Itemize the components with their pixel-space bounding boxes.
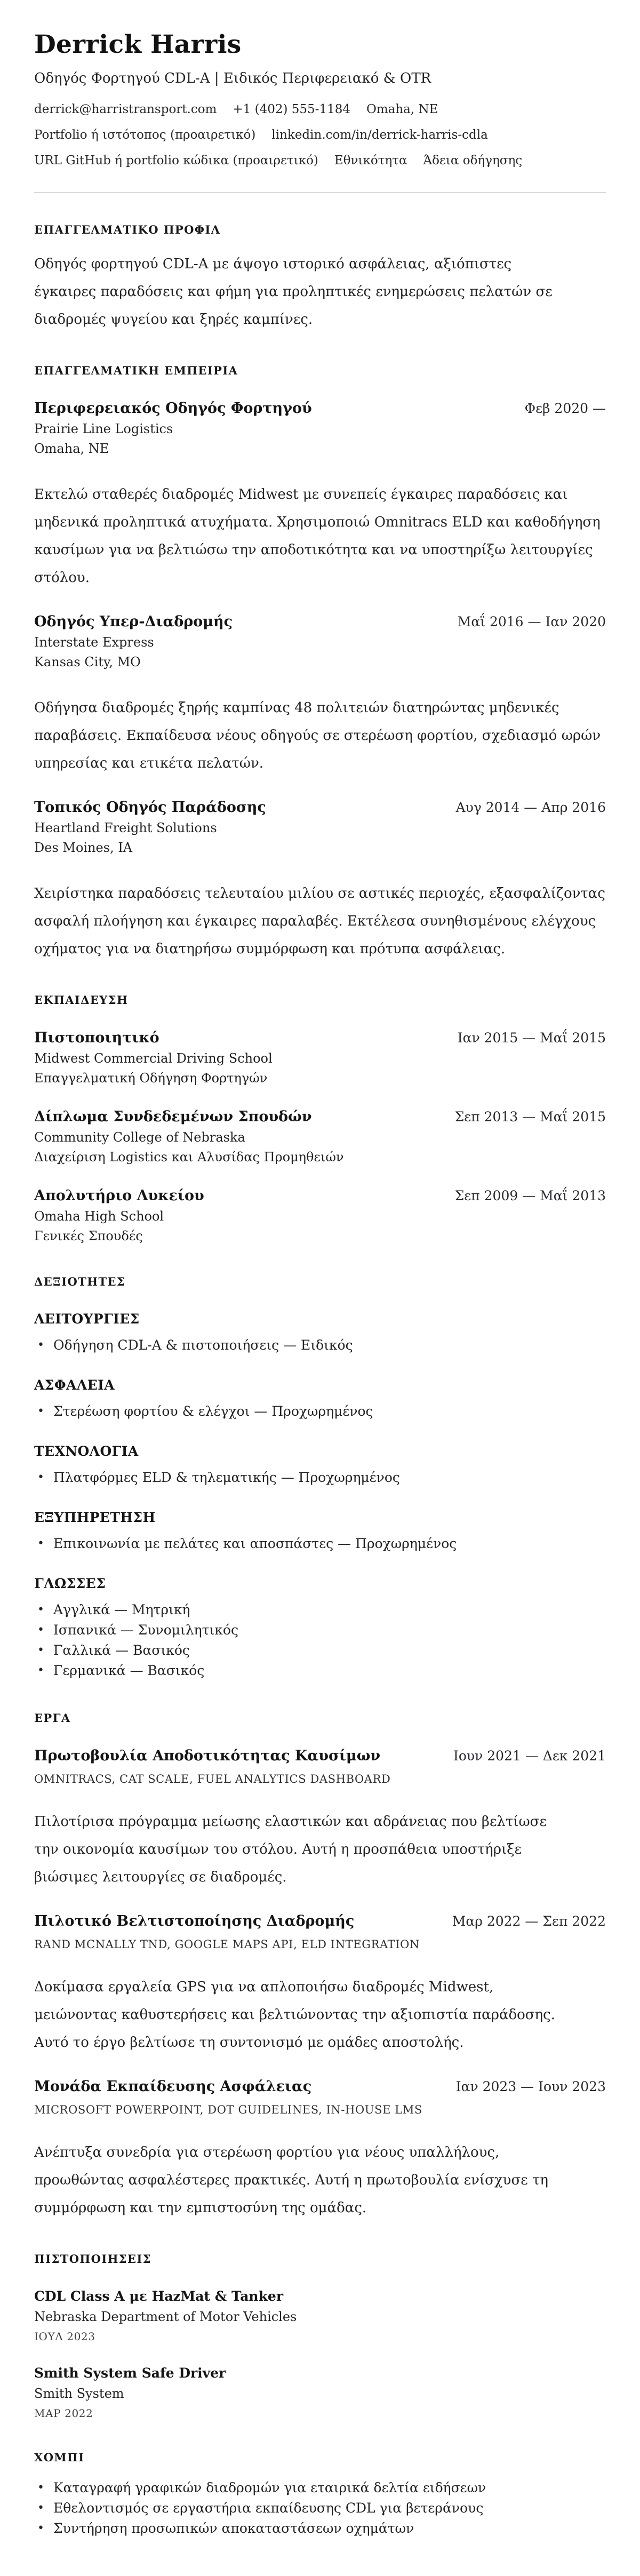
certification-entry — [34, 2288, 606, 2343]
education-entry — [34, 1029, 606, 1087]
skill-list — [34, 1335, 606, 1355]
project-description: Δοκίμασα εργαλεία GPS για να απλοποιήσω διαδρομές Midwest, μειώνοντας καθυστερήσεις και βελτιώνοντας την αξιοπιστία παράδοσης. Αυτό το έργο βελτίωσε τη συντονισμό με ομάδες αποστολής. — [34, 1979, 555, 2051]
job-company: Heartland Freight Solutions — [34, 820, 217, 836]
section-education — [34, 993, 606, 1245]
education-school: Community College of Nebraska — [34, 1130, 245, 1145]
language-item: • Γερμανικά — Βασικός — [34, 1661, 606, 1681]
hobby-list — [34, 2478, 606, 2539]
job-entry — [34, 400, 606, 592]
certifications-heading: ΠΙΣΤΟΠΟΙΗΣΕΙΣ — [34, 2252, 151, 2266]
job-location: Des Moines, IA — [34, 840, 133, 856]
skills-heading: ΔΕΞΙΟΤΗΤΕΣ — [34, 1275, 126, 1289]
job-company: Prairie Line Logistics — [34, 421, 173, 437]
resume-header — [34, 31, 606, 193]
job-header — [34, 400, 606, 418]
job-description: Οδήγησα διαδρομές ξηρής καμπίνας 48 πολιτειών διατηρώντας μηδενικές παραβάσεις. Εκπαίδευσα νέους οδηγούς σε στερέωση φορτίου, σχεδιασμό ωρών υπηρεσίας και ετικέτα πελατών. — [34, 700, 601, 772]
skill-item: • Στερέωση φορτίου & ελέγχοι — Προχωρημένος — [34, 1401, 606, 1422]
certification-title: CDL Class A με HazMat & Tanker — [34, 2288, 284, 2304]
header-divider — [34, 192, 606, 193]
certification-entry — [34, 2365, 606, 2420]
job-dates: Αυγ 2014 — Απρ 2016 — [455, 800, 606, 816]
education-heading: ΕΚΠΑΙΔΕΥΣΗ — [34, 993, 129, 1007]
skill-category — [34, 1377, 606, 1422]
section-skills — [34, 1274, 606, 1681]
project-entry — [34, 1747, 606, 1891]
education-dates: Σεπ 2013 — Μαΐ 2015 — [454, 1109, 606, 1125]
license-label: Άδεια οδήγησης — [423, 154, 523, 168]
job-dates: Φεβ 2020 — — [524, 401, 606, 417]
education-entry — [34, 1187, 606, 1245]
skill-category — [34, 1509, 606, 1554]
education-field: Γενικές Σπουδές — [34, 1229, 143, 1244]
education-header — [34, 1108, 606, 1126]
job-dates: Μαΐ 2016 — Ιαν 2020 — [457, 614, 606, 630]
hobbies-heading: ΧΟΜΠΙ — [34, 2451, 85, 2465]
phone-value: +1 (402) 555-1184 — [233, 102, 350, 117]
skill-list — [34, 1401, 606, 1422]
email-value: derrick@harristransport.com — [34, 102, 217, 117]
job-header — [34, 613, 606, 631]
project-header — [34, 1912, 606, 1931]
education-header — [34, 1187, 606, 1205]
certification-date: ΙΟΥΛ 2023 — [34, 2330, 95, 2343]
certification-date: ΜΑΡ 2022 — [34, 2407, 93, 2420]
contact-row-primary — [34, 101, 606, 117]
location-value: Omaha, NE — [366, 102, 438, 117]
skill-list — [34, 1534, 606, 1554]
education-field: Επαγγελματική Οδήγηση Φορτηγών — [34, 1071, 268, 1086]
hobby-item: • Εθελοντισμός σε εργαστήρια εκπαίδευσης CDL για βετεράνους — [34, 2498, 606, 2518]
hobby-item: • Καταγραφή γραφικών διαδρομών για εταιρικά δελτία ειδήσεων — [34, 2478, 606, 2498]
education-header — [34, 1029, 606, 1047]
project-dates: Μαρ 2022 — Σεπ 2022 — [452, 1913, 606, 1929]
project-entry — [34, 1912, 606, 2056]
language-item: • Ισπανικά — Συνομιλητικός — [34, 1620, 606, 1640]
job-title: Οδηγός Υπερ-Διαδρομής — [34, 613, 233, 631]
education-title: Απολυτήριο Λυκείου — [34, 1187, 204, 1205]
education-field: Διαχείριση Logistics και Αλυσίδας Προμηθειών — [34, 1150, 344, 1165]
skill-category-name: ΑΣΦΑΛΕΙΑ — [34, 1377, 115, 1393]
project-header — [34, 1747, 606, 1765]
project-title: Πρωτοβουλία Αποδοτικότητας Καυσίμων — [34, 1748, 381, 1765]
project-dates: Ιαν 2023 — Ιουν 2023 — [455, 2079, 606, 2095]
nationality-label: Εθνικότητα — [334, 154, 407, 168]
project-entry — [34, 2078, 606, 2222]
section-projects — [34, 1711, 606, 2222]
job-entry — [34, 799, 606, 963]
skill-category-name: ΓΛΩΣΣΕΣ — [34, 1576, 106, 1592]
skill-list — [34, 1468, 606, 1488]
job-title: Περιφερειακός Οδηγός Φορτηγού — [34, 400, 312, 417]
section-profile — [34, 222, 606, 333]
certification-title: Smith System Safe Driver — [34, 2365, 226, 2381]
linkedin-value: linkedin.com/in/derrick-harris-cdla — [271, 128, 488, 142]
project-title: Μονάδα Εκπαίδευσης Ασφάλειας — [34, 2078, 312, 2095]
project-description: Πιλοτίρισα πρόγραμμα μείωσης ελαστικών και αδράνειας που βελτίωσε την οικονομία καυσίμων του στόλου. Αυτή η προσπάθεια υποστήριξε βιώσιμες λειτουργίες σε διαδρομές. — [34, 1814, 547, 1886]
job-location: Kansas City, MO — [34, 655, 141, 670]
skill-category — [34, 1311, 606, 1355]
education-dates: Σεπ 2009 — Μαΐ 2013 — [454, 1188, 606, 1204]
contact-row-portfolio — [34, 127, 606, 143]
education-school: Midwest Commercial Driving School — [34, 1051, 273, 1066]
project-title: Πιλοτικό Βελτιστοποίησης Διαδρομής — [34, 1913, 355, 1930]
project-header — [34, 2078, 606, 2096]
project-description: Ανέπτυξα συνεδρία για στερέωση φορτίου για νέους υπαλλήλους, προωθώντας ασφαλέστερες πρακτικές. Αυτή η πρωτοβουλία ενίσχυσε τη συμμόρφωση και την εμπιστοσύνη της ομάδας. — [34, 2144, 548, 2216]
portfolio-label: Portfolio ή ιστότοπος (προαιρετικό) — [34, 128, 256, 142]
project-tech: OMNITRACS, CAT SCALE, FUEL ANALYTICS DASHBOARD — [34, 1773, 391, 1786]
job-header — [34, 799, 606, 817]
project-tech: MICROSOFT POWERPOINT, DOT GUIDELINES, IN-HOUSE LMS — [34, 2103, 422, 2117]
experience-heading: ΕΠΑΓΓΕΛΜΑΤΙΚΗ ΕΜΠΕΙΡΙΑ — [34, 364, 238, 378]
person-name: Derrick Harris — [34, 30, 242, 59]
contact-row-extra — [34, 153, 606, 169]
education-entry — [34, 1108, 606, 1166]
hobby-item: • Συντήρηση προσωπικών αποκαταστάσεων οχημάτων — [34, 2518, 606, 2539]
job-title: Τοπικός Οδηγός Παράδοσης — [34, 799, 266, 816]
job-description: Εκτελώ σταθερές διαδρομές Midwest με συνεπείς έγκαιρες παραδόσεις και μηδενικά προληπτικά ατυχήματα. Χρησιμοποιώ Omnitracs ELD και καθοδήγηση καυσίμων για να βελτιώσω την αποδοτικότητα και να υποστηρίξω λειτουργίες στόλου. — [34, 487, 601, 586]
certification-issuer: Nebraska Department of Motor Vehicles — [34, 2309, 297, 2325]
certification-issuer: Smith System — [34, 2386, 124, 2402]
education-dates: Ιαν 2015 — Μαΐ 2015 — [457, 1030, 606, 1046]
skill-category — [34, 1443, 606, 1488]
skill-item: • Επικοινωνία με πελάτες και αποσπάστες — Προχωρημένος — [34, 1534, 606, 1554]
project-dates: Ιουν 2021 — Δεκ 2021 — [453, 1748, 606, 1764]
github-label: URL GitHub ή portfolio κώδικα (προαιρετικό) — [34, 154, 318, 168]
section-experience — [34, 363, 606, 963]
profile-heading: ΕΠΑΓΓΕΛΜΑΤΙΚΟ ΠΡΟΦΙΛ — [34, 223, 221, 237]
job-description: Χειρίστηκα παραδόσεις τελευταίου μιλίου σε αστικές περιοχές, εξασφαλίζοντας ασφαλή πλοήγηση και έγκαιρες παραλαβές. Εκτέλεσα συνηθισμένους ελέγχους οχήματος για να διατηρήσω συμμόρφωση και πρότυπα ασφάλειας. — [34, 886, 605, 958]
projects-heading: ΕΡΓΑ — [34, 1711, 71, 1725]
person-title: Οδηγός Φορτηγού CDL-A | Ειδικός Περιφερειακό & OTR — [34, 70, 431, 86]
skill-category-name: ΤΕΧΝΟΛΟΓΙΑ — [34, 1443, 139, 1460]
job-entry — [34, 613, 606, 777]
language-list — [34, 1600, 606, 1681]
skill-category-name: ΕΞΥΠΗΡΕΤΗΣΗ — [34, 1510, 156, 1526]
contact-block — [34, 101, 606, 169]
education-title: Πιστοποιητικό — [34, 1030, 159, 1047]
skill-item: • Πλατφόρμες ELD & τηλεματικής — Προχωρημένος — [34, 1468, 606, 1488]
job-location: Omaha, NE — [34, 441, 109, 457]
education-school: Omaha High School — [34, 1209, 164, 1224]
skill-category-name: ΛΕΙΤΟΥΡΓΙΕΣ — [34, 1311, 140, 1327]
profile-text: Οδηγός φορτηγού CDL-A με άψογο ιστορικό ασφάλειας, αξιόπιστες έγκαιρες παραδόσεις και φήμη για προληπτικές ενημερώσεις πελατών σε διαδρομές ψυγείου και ξηρές καμπίνες. — [34, 256, 553, 328]
skill-item: • Οδήγηση CDL-A & πιστοποιήσεις — Ειδικός — [34, 1335, 606, 1355]
language-item: • Γαλλικά — Βασικός — [34, 1640, 606, 1661]
project-tech: RAND MCNALLY TND, GOOGLE MAPS API, ELD INTEGRATION — [34, 1938, 420, 1951]
education-title: Δίπλωμα Συνδεδεμένων Σπουδών — [34, 1108, 312, 1126]
language-item: • Αγγλικά — Μητρική — [34, 1600, 606, 1620]
section-hobbies — [34, 2450, 606, 2539]
skill-category-languages — [34, 1575, 606, 1681]
job-company: Interstate Express — [34, 635, 154, 650]
section-certifications — [34, 2252, 606, 2420]
